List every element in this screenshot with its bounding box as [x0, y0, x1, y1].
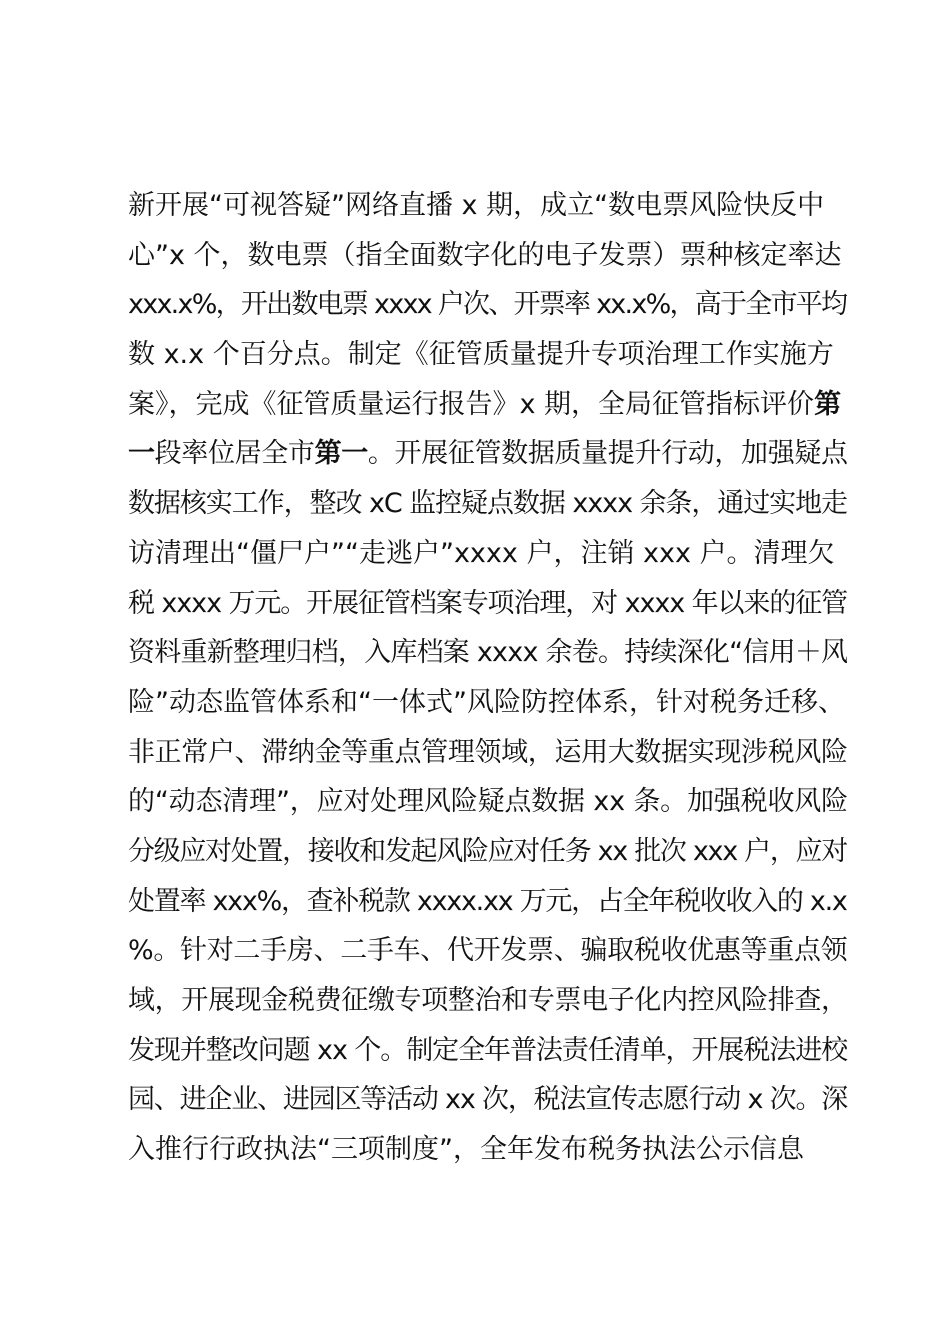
- text-segment: 数 x.x 个百分点。制定《征管质量提升专项治理工作实施方: [128, 339, 834, 371]
- text-segment: 资料重新整理归档，入库档案 xxxx 余卷。持续深化“信用＋风: [128, 637, 848, 669]
- text-segment: %。针对二手房、二手车、代开发票、骗取税收优惠等重点领: [128, 935, 848, 967]
- text-line: [128, 479, 848, 529]
- text-segment: 非正常户、滞纳金等重点管理领域，运用大数据实现涉税风险: [128, 736, 848, 768]
- text-line: [128, 280, 848, 330]
- text-segment: 数据核实工作，整改 xC 监控疑点数据 xxxx 余条，通过实地走: [128, 488, 847, 520]
- text-segment: 园、进企业、进园区等活动 xx 次，税法宣传志愿行动 x 次。深: [128, 1084, 848, 1116]
- text-segment: 险”动态监管体系和“一体式”风险防控体系，针对税务迁移、: [128, 686, 845, 718]
- text-line: [128, 976, 848, 1026]
- text-segment: 。开展征管数据质量提升行动，加强疑点: [367, 438, 848, 470]
- text-line: [128, 1125, 848, 1175]
- text-line: [128, 877, 848, 927]
- text-line: [128, 827, 848, 877]
- bold-text-segment: 第: [814, 388, 842, 420]
- text-segment: 段率位居全市: [154, 438, 315, 470]
- text-line: [128, 380, 848, 430]
- text-line: [128, 579, 848, 629]
- text-line: [128, 429, 848, 479]
- text-segment: 入推行行政执法“三项制度”，全年发布税务执法公示信息: [128, 1134, 804, 1166]
- text-segment: 域，开展现金税费征缴专项整治和专票电子化内控风险排查，: [128, 985, 848, 1016]
- text-line: [128, 529, 848, 579]
- bold-text-segment: 一: [128, 438, 155, 470]
- text-segment: 的“动态清理”，应对处理风险疑点数据 xx 条。加强税收风险: [128, 786, 848, 818]
- text-segment: 案》，完成《征管质量运行报告》x 期，全局征管指标评价: [128, 388, 815, 420]
- text-segment: 新开展“可视答疑”网络直播 x 期，成立“数电票风险快反中: [128, 190, 825, 221]
- text-line: [128, 628, 848, 678]
- text-line: [128, 330, 848, 380]
- bold-text-segment: 第一: [314, 438, 368, 470]
- text-line: [128, 728, 848, 778]
- text-segment: 心”x 个，数电票（指全面数字化的电子发票）票种核定率达: [128, 239, 842, 271]
- text-line: [128, 777, 848, 827]
- text-segment: 分级应对处置，接收和发起风险应对任务 xx 批次 xxx 户，应对: [128, 835, 847, 867]
- text-segment: 发现并整改问题 xx 个。制定全年普法责任清单，开展税法进校: [128, 1034, 848, 1066]
- text-line: [128, 1075, 848, 1125]
- text-line: [128, 1026, 848, 1076]
- text-segment: 访清理出“僵尸户”“走逃户”xxxx 户，注销 xxx 户。清理欠: [128, 537, 835, 569]
- text-segment: 处置率 xxx%，查补税款 xxxx.xx 万元，占全年税收收入的 x.x: [128, 885, 847, 917]
- text-segment: xxx.x%，开出数电票 xxxx 户次、开票率 xx.x%，高于全市平均: [128, 289, 847, 321]
- text-line: [128, 181, 848, 231]
- text-line: [128, 231, 848, 281]
- text-line: [128, 926, 848, 976]
- text-line: [128, 678, 848, 728]
- text-segment: 税 xxxx 万元。开展征管档案专项治理，对 xxxx 年以来的征管: [128, 587, 848, 619]
- body-paragraph: [128, 181, 848, 1175]
